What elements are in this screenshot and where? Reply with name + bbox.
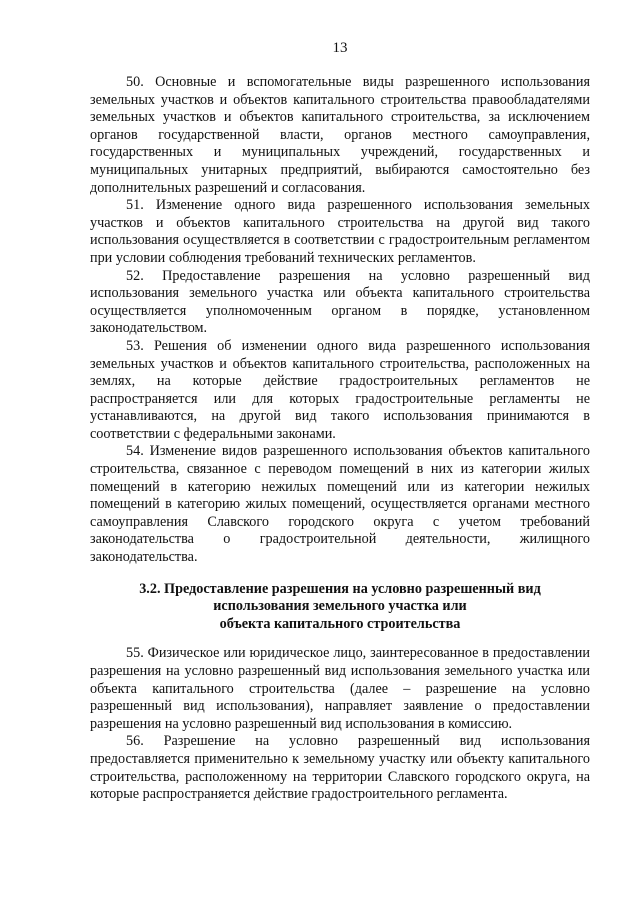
section-heading-line-1: 3.2. Предоставление разрешения на условно разрешенный вид [139, 580, 541, 597]
paragraph-50: 50. Основные и вспомогательные виды разрешенного использования земельных участков и объектов капитального строительства правообладателями земельных участков и объектов капитального строительства, за исключением органов государственной власти, органов местного самоуправления, государственных и муниципальных учреждений, государственных и муниципальных унитарных предприятий, выбираются самостоятельно без дополнительных разрешений и согласования. [90, 74, 590, 196]
page-number: 13 [332, 40, 348, 56]
section-heading [90, 581, 590, 634]
paragraph-56: 56. Разрешение на условно разрешенный вид использования предоставляется применительно к земельному участку или объекту капитального строительства, расположенному на территории Славского городского округа, на которые распространяется действие градостроительного регламента. [90, 733, 590, 803]
paragraph-51: 51. Изменение одного вида разрешенного использования земельных участков и объектов капитального строительства на другой вид такого использования осуществляется в соответствии с градостроительным регламентом при условии соблюдения требований технических регламентов. [90, 197, 590, 266]
paragraph-52: 52. Предоставление разрешения на условно разрешенный вид использования земельного участка или объекта капитального строительства осуществляется уполномоченным органом в порядке, установленном законодательством. [90, 267, 590, 337]
paragraph-53: 53. Решения об изменении одного вида разрешенного использования земельных участков и объектов капитального строительства, расположенных на землях, на которые действие градостроительных регламентов не распространяется или для которых градостроительные регламенты не устанавливаются, на другой вид такого использования принимаются в соответствии с федеральными законами. [90, 337, 590, 442]
section-heading-line-3: объекта капитального строительства [219, 615, 461, 632]
paragraph-55: 55. Физическое или юридическое лицо, заинтересованное в предоставлении разрешения на условно разрешенный вид использования земельного участка или объекта капитального строительства (далее – разрешение на условно разрешенный вид использования), направляет заявление о предоставлении разрешения на условно разрешенный вид использования в комиссию. [90, 645, 590, 732]
section-heading-line-2: использования земельного участка или [213, 598, 467, 615]
paragraph-54: 54. Изменение видов разрешенного использования объектов капитального строительства, связанное с переводом помещений в них из категории жилых помещений в категорию нежилых помещений или из категории нежилых помещений в категорию жилых помещений, осуществляется органами местного самоуправления Славского городского округа с учетом требований законодательства о градостроительной деятельности, жилищного законодательства. [90, 443, 590, 566]
